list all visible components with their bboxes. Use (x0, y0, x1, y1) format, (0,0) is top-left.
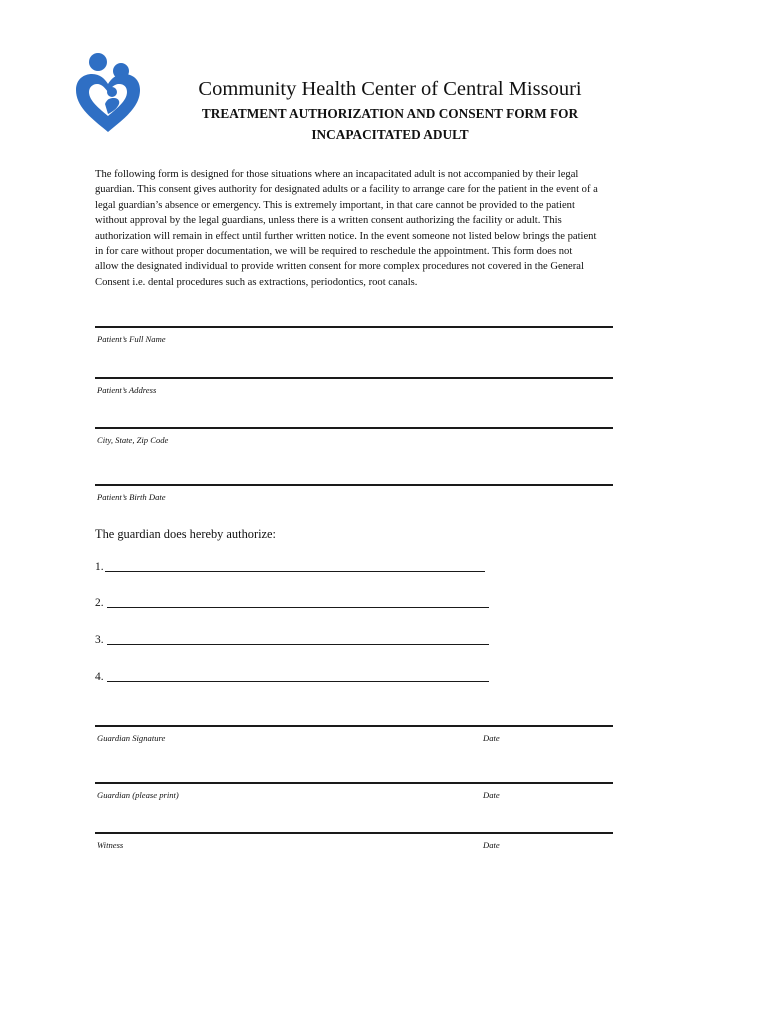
guardian-signature-label: Guardian Signature (97, 733, 166, 743)
authorized-number: 2. (95, 597, 104, 609)
city-state-zip-label: City, State, Zip Code (97, 435, 169, 445)
intro-line: allow the designated individual to provide written consent for more complex procedures not covered in the General (95, 261, 584, 273)
patient-birth-date-label: Patient’s Birth Date (97, 492, 166, 502)
witness-label: Witness (97, 840, 124, 850)
authorized-number: 4. (95, 671, 104, 683)
guardian-print-line[interactable] (95, 782, 613, 784)
guardian-signature-date-label: Date (483, 733, 500, 743)
patient-address-label: Patient’s Address (97, 385, 157, 395)
intro-line: Consent i.e. dental procedures such as extractions, periodontics, root canals. (95, 276, 418, 288)
intro-line: guardian. This consent gives authority for designated adults or a facility to arrange care for the patient in the event of a (95, 184, 598, 196)
witness-line[interactable] (95, 832, 613, 834)
authorization-heading: The guardian does hereby authorize: (95, 527, 276, 541)
witness-date-label: Date (483, 840, 500, 850)
intro-line: in for care without proper documentation, we will be required to reschedule the appointment. This form does not (95, 246, 573, 258)
intro-line: without approval by the legal guardians, unless there is a written consent authorizing the facility or adult. This (95, 215, 562, 227)
patient-address-line[interactable] (95, 377, 613, 379)
intro-line: The following form is designed for those situations where an incapacitated adult is not accompanied by their legal (95, 169, 579, 180)
intro-line: authorization will remain in effect until further written notice. In the event someone not listed below brings the patient (95, 230, 597, 242)
patient-full-name-label: Patient’s Full Name (97, 334, 166, 344)
guardian-print-label: Guardian (please print) (97, 790, 179, 800)
parent-child-heart-icon (72, 52, 144, 136)
form-title-line-2: INCAPACITATED ADULT (311, 127, 469, 142)
authorized-number: 1. (95, 561, 104, 573)
city-state-zip-line[interactable] (95, 427, 613, 429)
authorized-person-3-line[interactable] (107, 644, 489, 645)
patient-full-name-line[interactable] (95, 326, 613, 328)
authorized-person-4-line[interactable] (107, 681, 489, 682)
guardian-print-date-label: Date (483, 790, 500, 800)
intro-paragraph (95, 167, 695, 290)
guardian-signature-line[interactable] (95, 725, 613, 727)
form-title-line-1: TREATMENT AUTHORIZATION AND CONSENT FORM FOR (201, 106, 579, 121)
patient-birth-date-line[interactable] (95, 484, 613, 486)
logo-adult-head (89, 53, 107, 71)
organization-name: Community Health Center of Central Missouri (198, 78, 582, 100)
intro-line: legal guardian’s absence or emergency. This is extremely important, in that care cannot be provided to the patient (95, 199, 575, 211)
logo-child-head (107, 87, 117, 97)
authorized-person-1-line[interactable] (105, 571, 485, 572)
authorized-number: 3. (95, 634, 104, 646)
authorized-person-2-line[interactable] (107, 607, 489, 608)
